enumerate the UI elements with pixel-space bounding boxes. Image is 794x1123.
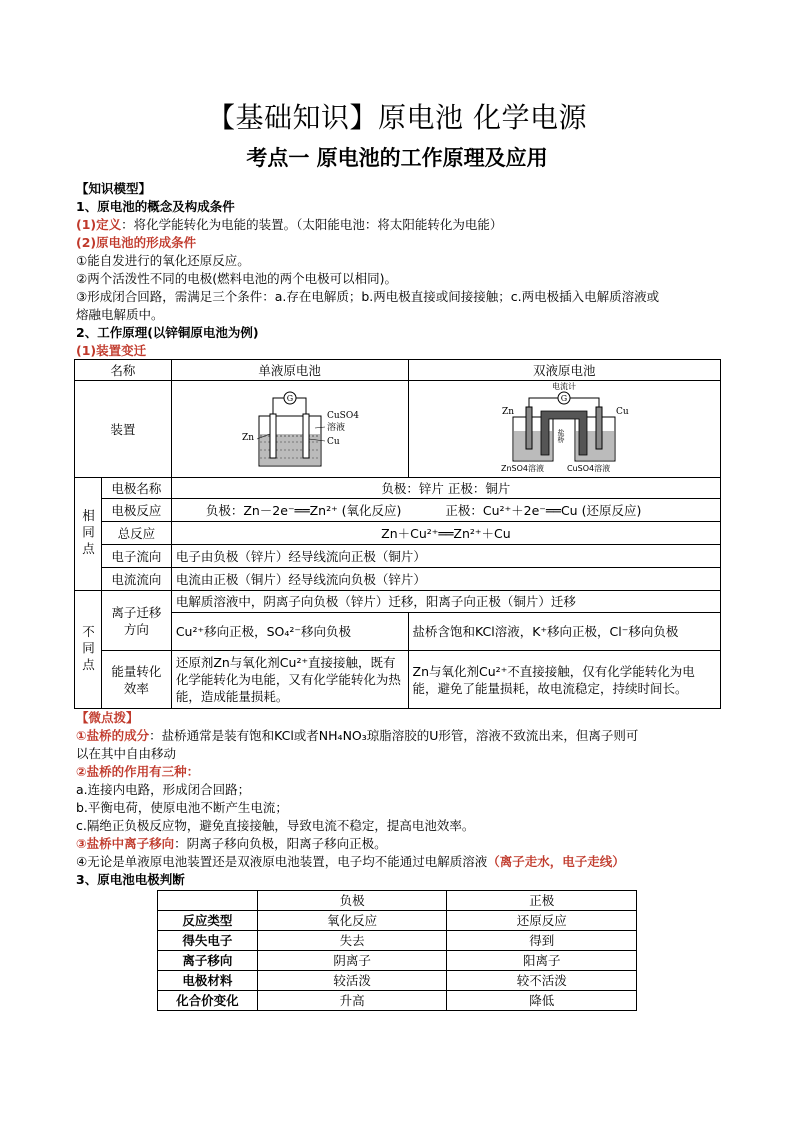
single-cu-label: Cu — [326, 437, 340, 447]
definition-line — [76, 216, 502, 234]
value-ion-common: 电解质溶液中，阴离子向负极（锌片）迁移，阳离子向正极（铜片）迁移 — [171, 591, 720, 613]
row-ion-migration: 离子迁移方向 — [101, 591, 171, 651]
znso4-label: ZnSO4溶液 — [501, 464, 545, 473]
single-cell-svg — [215, 384, 365, 470]
tip-4-text: ④无论是单液原电池装置还是双液原电池装置，电子均不能通过电解质溶液 — [76, 854, 488, 869]
section-1-heading: 1、原电池的概念及构成条件 — [76, 199, 235, 214]
condition-2: ②两个活泼性不同的电极(燃料电池的两个电极可以相同)。 — [76, 271, 397, 286]
negative-reaction: 负极：Zn－2e⁻══Zn²⁺ (氧化反应) — [205, 502, 402, 518]
double-cell-svg — [499, 381, 629, 473]
condition-3b: 熔融电解质中。 — [76, 307, 164, 322]
page-subtitle: 考点一 原电池的工作原理及应用 — [246, 145, 548, 170]
conditions-heading: (2)原电池的形成条件 — [76, 235, 197, 250]
tip-1-continued: 以在其中自由移动 — [76, 746, 177, 761]
double-cell-diagram — [408, 381, 720, 478]
electrode-judgment-table — [157, 890, 637, 1011]
t2-row-label: 电极材料 — [158, 971, 258, 991]
t2-header-positive: 正极 — [447, 891, 637, 911]
header-single: 单液原电池 — [171, 360, 408, 381]
cuso4-label: CuSO4溶液 — [567, 464, 611, 473]
value-energy-double: Zn与氧化剂Cu²⁺不直接接触，仅有化学能转化为电能，避免了能量损耗，故电流稳定，持续时间长。 — [408, 651, 720, 709]
single-cuso4-label: CuSO4 — [326, 411, 359, 421]
double-cu-label: Cu — [616, 407, 629, 417]
t2-cell: 较活泼 — [257, 971, 447, 991]
t2-header-negative: 负极 — [257, 891, 447, 911]
condition-3a: ③形成闭合回路，需满足三个条件：a.存在电解质；b.两电极直接或间接接触；c.两电极插入电解质溶液或 — [76, 289, 660, 304]
double-meter-text: 电流计 — [552, 382, 577, 391]
row-electrode-name: 电极名称 — [101, 478, 171, 499]
section-3-heading: 3、原电池电极判断 — [76, 872, 185, 887]
same-points-label: 相同点 — [75, 478, 102, 591]
row-electrode-reaction: 电极反应 — [101, 499, 171, 522]
single-meter-label: G — [286, 394, 293, 403]
value-current-flow: 电流由正极（铜片）经导线流向负极（锌片） — [171, 568, 720, 591]
definition-text: ：将化学能转化为电能的装置。（太阳能电池：将太阳能转化为电能） — [121, 217, 503, 232]
salt-bridge-label-1: 盐桥 — [557, 429, 566, 443]
value-ion-single: Cu²⁺移向正极，SO₄²⁻移向负极 — [171, 613, 408, 651]
t2-cell: 阳离子 — [447, 951, 637, 971]
row-electron-flow: 电子流向 — [101, 545, 171, 568]
t2-cell: 还原反应 — [447, 911, 637, 931]
section-2-heading: 2、工作原理(以锌铜原电池为例) — [76, 325, 259, 340]
comparison-table — [74, 359, 721, 709]
single-solution-label: 溶液 — [326, 423, 345, 433]
positive-reaction: 正极：Cu²⁺＋2e⁻══Cu (还原反应) — [445, 502, 642, 518]
tip-2a: a.连接内电路，形成闭合回路； — [76, 782, 251, 797]
t2-cell: 得到 — [447, 931, 637, 951]
value-energy-single: 还原剂Zn与氧化剂Cu²⁺直接接触，既有化学能转化为电能，又有化学能转化为热能，造成能量损耗。 — [171, 651, 408, 709]
tip-4 — [76, 853, 625, 871]
value-total-reaction: Zn＋Cu²⁺══Zn²⁺＋Cu — [171, 522, 720, 545]
tip-2b: b.平衡电荷，使原电池不断产生电流； — [76, 800, 288, 815]
row-device: 装置 — [75, 381, 172, 478]
tips-heading: 【微点拨】 — [76, 710, 139, 725]
t2-cell: 失去 — [257, 931, 447, 951]
row-energy-efficiency: 能量转化效率 — [101, 651, 171, 709]
t2-row-label: 反应类型 — [158, 911, 258, 931]
tip-4-highlight: （离子走水，电子走线） — [487, 854, 625, 869]
t2-cell: 较不活泼 — [447, 971, 637, 991]
t2-row-label: 化合价变化 — [158, 991, 258, 1011]
single-zn-label: Zn — [241, 433, 254, 443]
row-total-reaction: 总反应 — [101, 522, 171, 545]
value-ion-double: 盐桥含饱和KCl溶液，K⁺移向正极，Cl⁻移向负极 — [408, 613, 720, 651]
condition-1: ①能自发进行的氧化还原反应。 — [76, 253, 250, 268]
header-double: 双液原电池 — [408, 360, 720, 381]
tip-2c: c.隔绝正负极反应物，避免直接接触，导致电流不稳定，提高电池效率。 — [76, 818, 475, 833]
page-title: 【基础知识】原电池 化学电源 — [207, 101, 587, 134]
tip-2: ②盐桥的作用有三种： — [76, 764, 200, 779]
definition-label: (1)定义 — [76, 217, 122, 232]
row-current-flow: 电流流向 — [101, 568, 171, 591]
value-electrode-reaction — [171, 499, 720, 522]
device-evolution-heading: (1)装置变迁 — [76, 343, 147, 358]
tip-3 — [76, 835, 387, 853]
tip-3-label: ③盐桥中离子移向 — [76, 836, 175, 851]
t2-cell: 升高 — [257, 991, 447, 1011]
section-knowledge-model: 【知识模型】 — [76, 181, 152, 196]
single-cell-diagram — [171, 381, 408, 478]
tip-1-text: ：盐桥通常是装有饱和KCl或者NH₄NO₃琼脂溶胶的U形管，溶液不致流出来，但离子则可 — [149, 728, 639, 743]
t2-cell: 氧化反应 — [257, 911, 447, 931]
tip-3-text: ：阴离子移向负极，阳离子移向正极。 — [174, 836, 387, 851]
t2-row-label: 离子移向 — [158, 951, 258, 971]
tip-1 — [76, 727, 638, 745]
value-electrode-name: 负极：锌片 正极：铜片 — [171, 478, 720, 499]
double-meter-label: G — [561, 394, 568, 403]
different-points-label: 不同点 — [75, 591, 102, 709]
value-electron-flow: 电子由负极（锌片）经导线流向正极（铜片） — [171, 545, 720, 568]
t2-cell: 阴离子 — [257, 951, 447, 971]
tip-1-label: ①盐桥的成分 — [76, 728, 150, 743]
t2-row-label: 得失电子 — [158, 931, 258, 951]
t2-header-blank — [158, 891, 258, 911]
header-name: 名称 — [75, 360, 172, 381]
t2-cell: 降低 — [447, 991, 637, 1011]
double-zn-label: Zn — [502, 407, 515, 417]
